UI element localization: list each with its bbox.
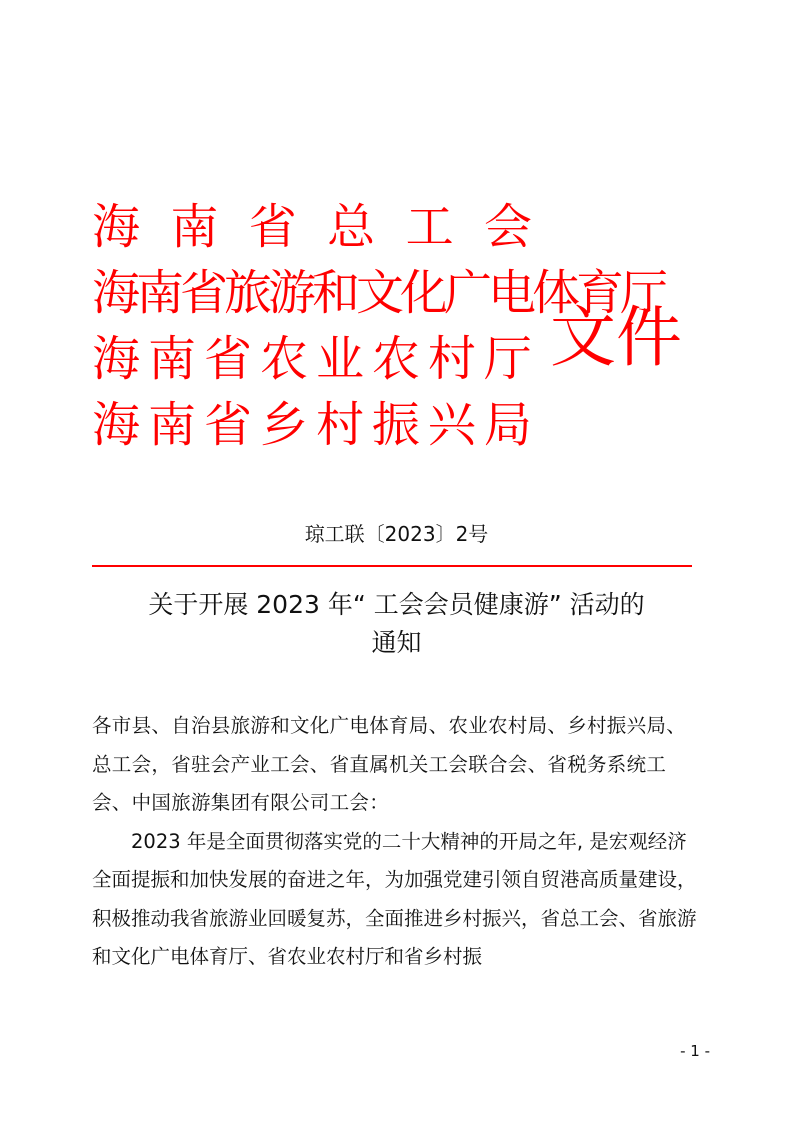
red-divider <box>92 565 692 567</box>
document-number: 琼工联〔2023〕2号 <box>304 522 489 546</box>
document-suffix: 文件 <box>550 299 682 376</box>
issuer-name-1: 海 南 省 总 工 会 <box>92 199 532 255</box>
document-body <box>92 707 704 977</box>
issuer-name-2: 海南省旅游和文化广电体育厅 <box>92 265 665 321</box>
issuer-line <box>92 196 532 258</box>
issuer-line <box>92 262 665 324</box>
issuer-line <box>92 328 532 390</box>
issuer-line <box>92 394 532 456</box>
page-number: - 1 - <box>680 1042 710 1060</box>
recipients-paragraph: 各市县、自治县旅游和文化广电体育局、农业农村局、乡村振兴局、总工会，省驻会产业工会、省直属机关工会联合会、省税务系统工会、中国旅游集团有限公司工会： <box>92 714 687 814</box>
document-title <box>100 586 693 662</box>
body-paragraph: 2023 年是全面贯彻落实党的二十大精神的开局之年, 是宏观经济全面提振和加快发展的奋进之年，为加强党建引领自贸港高质量建设，积极推动我省旅游业回暖复苏，全面推进乡村振兴，省总工会、省旅游和文化广电体育厅、省农业农村厅和省乡村振 <box>92 829 697 968</box>
title-line-2: 通知 <box>371 628 422 657</box>
title-line-1: 关于开展 2023 年“ 工会会员健康游” 活动的 <box>148 590 645 619</box>
issuer-name-3: 海 南 省 农 业 农 村 厅 <box>92 331 532 387</box>
red-header <box>92 188 732 468</box>
issuer-name-4: 海 南 省 乡 村 振 兴 局 <box>92 397 532 453</box>
